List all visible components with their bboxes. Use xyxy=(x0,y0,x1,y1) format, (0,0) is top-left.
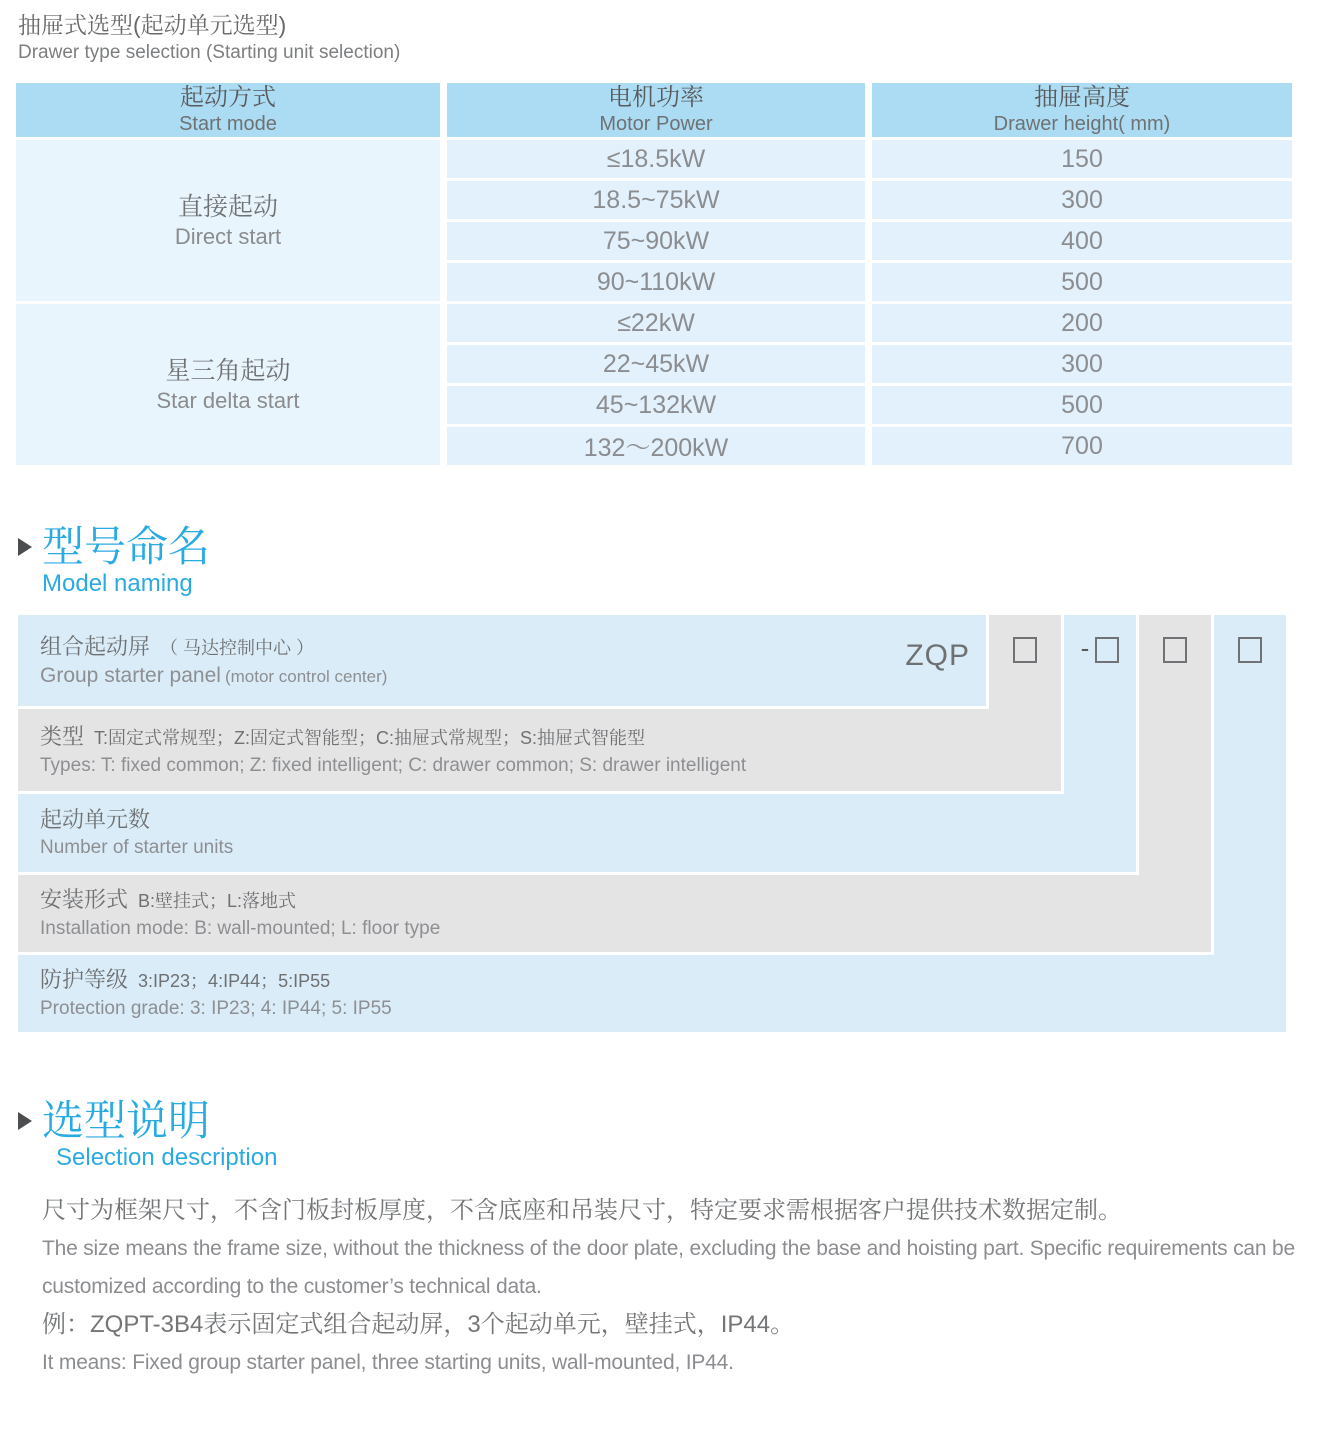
page-title-en: Drawer type selection (Starting unit selection) xyxy=(18,42,401,63)
cell-height: 200 xyxy=(872,304,1292,342)
cell-power: 45~132kW xyxy=(447,386,865,424)
naming-row1-en-main: Group starter panel xyxy=(40,663,221,687)
cell-height: 500 xyxy=(872,386,1292,424)
selection-description-text xyxy=(42,1192,1304,1382)
group-direct-en: Direct start xyxy=(174,223,282,249)
model-naming-diagram xyxy=(18,615,1286,1032)
page-title-cn: 抽屉式选型(起动单元选型) xyxy=(18,12,287,38)
desc-line: customized according to the customer’s technical data. xyxy=(42,1275,542,1298)
naming-row2-cn-main: 类型 xyxy=(40,723,85,749)
header-cell-drawer-height xyxy=(872,83,1292,137)
cell-height: 150 xyxy=(872,140,1292,178)
group-cell-star-delta xyxy=(16,304,440,465)
naming-row1-cn-main: 组合起动屏 xyxy=(40,633,151,659)
header-drawer-height-cn: 抽屉高度 xyxy=(1034,84,1130,111)
model-code-box xyxy=(1013,637,1037,663)
cell-power: 132～200kW xyxy=(447,427,865,465)
code-slot-units xyxy=(1064,633,1136,663)
section-arrow-icon xyxy=(18,538,32,556)
code-slot-type xyxy=(989,637,1061,663)
naming-row-protection-grade xyxy=(18,955,1286,1032)
naming-row4-en: Installation mode: B: wall-mounted; L: floor type xyxy=(40,918,441,939)
naming-row5-en: Protection grade: 3: IP23; 4: IP44; 5: IP55 xyxy=(40,998,392,1019)
cell-height: 300 xyxy=(872,345,1292,383)
cell-height: 700 xyxy=(872,427,1292,465)
section-arrow-icon xyxy=(18,1112,32,1130)
selection-table xyxy=(16,83,1292,465)
page-title xyxy=(18,10,400,66)
cell-height: 400 xyxy=(872,222,1292,260)
model-code-box xyxy=(1163,637,1187,663)
naming-row2-cn xyxy=(40,724,1061,751)
header-drawer-height-en: Drawer height( mm) xyxy=(993,113,1171,135)
naming-row2-cn-sub: T:固定式常规型；Z:固定式智能型；C:抽屉式常规型；S:抽屉式智能型 xyxy=(94,727,646,748)
naming-row4-cn-sub: B:壁挂式；L:落地式 xyxy=(138,891,297,911)
cell-power: ≤22kW xyxy=(447,304,865,342)
naming-row5-cn xyxy=(40,967,1286,994)
code-slot-installation xyxy=(1139,637,1211,663)
naming-row1-en-sub: (motor control center) xyxy=(224,666,388,686)
desc-line: It means: Fixed group starter panel, three starting units, wall-mounted, IP44. xyxy=(42,1351,734,1374)
naming-row5-cn-main: 防护等级 xyxy=(40,967,129,992)
naming-row3-en: Number of starter units xyxy=(40,837,234,858)
code-slot-protection xyxy=(1214,637,1286,663)
naming-row3-cn: 起动单元数 xyxy=(40,807,151,832)
naming-row1-cn-sub: （ 马达控制中心 ） xyxy=(160,637,315,658)
dash-separator: - xyxy=(1080,633,1090,663)
cell-power: 75~90kW xyxy=(447,222,865,260)
naming-row5-cn-sub: 3:IP23；4:IP44；5:IP55 xyxy=(138,971,331,991)
group-cell-direct-start xyxy=(16,140,440,301)
section-model-naming-heading xyxy=(16,524,210,598)
cell-power: 90~110kW xyxy=(447,263,865,301)
cell-power: 18.5~75kW xyxy=(447,181,865,219)
cell-height: 300 xyxy=(872,181,1292,219)
header-start-mode-en: Start mode xyxy=(179,113,277,135)
cell-power: ≤18.5kW xyxy=(447,140,865,178)
naming-row-installation-mode xyxy=(18,875,1211,952)
naming-row-types xyxy=(18,709,1061,791)
desc-line: 例：ZQPT-3B4表示固定式组合起动屏，3个起动单元，壁挂式，IP44。 xyxy=(42,1311,795,1338)
group-direct-cn: 直接起动 xyxy=(177,192,278,221)
selection-desc-heading-cn: 选型说明 xyxy=(42,1097,211,1144)
header-cell-motor-power xyxy=(447,83,865,137)
naming-row-starter-units xyxy=(18,794,1136,872)
model-code-box xyxy=(1095,637,1119,663)
naming-row4-cn xyxy=(40,887,1211,914)
header-cell-start-mode xyxy=(16,83,440,137)
model-code-prefix: ZQP xyxy=(905,639,970,672)
model-naming-heading-cn: 型号命名 xyxy=(42,523,211,570)
header-motor-power-en: Motor Power xyxy=(599,113,713,135)
model-code-box xyxy=(1238,637,1262,663)
group-star-cn: 星三角起动 xyxy=(165,356,291,385)
naming-row2-en: Types: T: fixed common; Z: fixed intelligent; C: drawer common; S: drawer intelligent xyxy=(40,754,747,776)
section-selection-desc-heading xyxy=(16,1098,277,1172)
cell-power: 22~45kW xyxy=(447,345,865,383)
cell-height: 500 xyxy=(872,263,1292,301)
model-naming-heading-en: Model naming xyxy=(42,570,193,597)
selection-desc-heading-en: Selection description xyxy=(56,1144,278,1171)
header-start-mode-cn: 起动方式 xyxy=(180,84,276,111)
group-star-en: Star delta start xyxy=(156,387,300,413)
naming-row4-cn-main: 安装形式 xyxy=(40,887,129,912)
desc-line: The size means the frame size, without the thickness of the door plate, excluding the base and hoisting part. Specific requirements can be xyxy=(42,1237,1295,1260)
header-motor-power-cn: 电机功率 xyxy=(608,84,704,111)
desc-line: 尺寸为框架尺寸，不含门板封板厚度，不含底座和吊装尺寸，特定要求需根据客户提供技术数据定制。 xyxy=(42,1197,1122,1224)
